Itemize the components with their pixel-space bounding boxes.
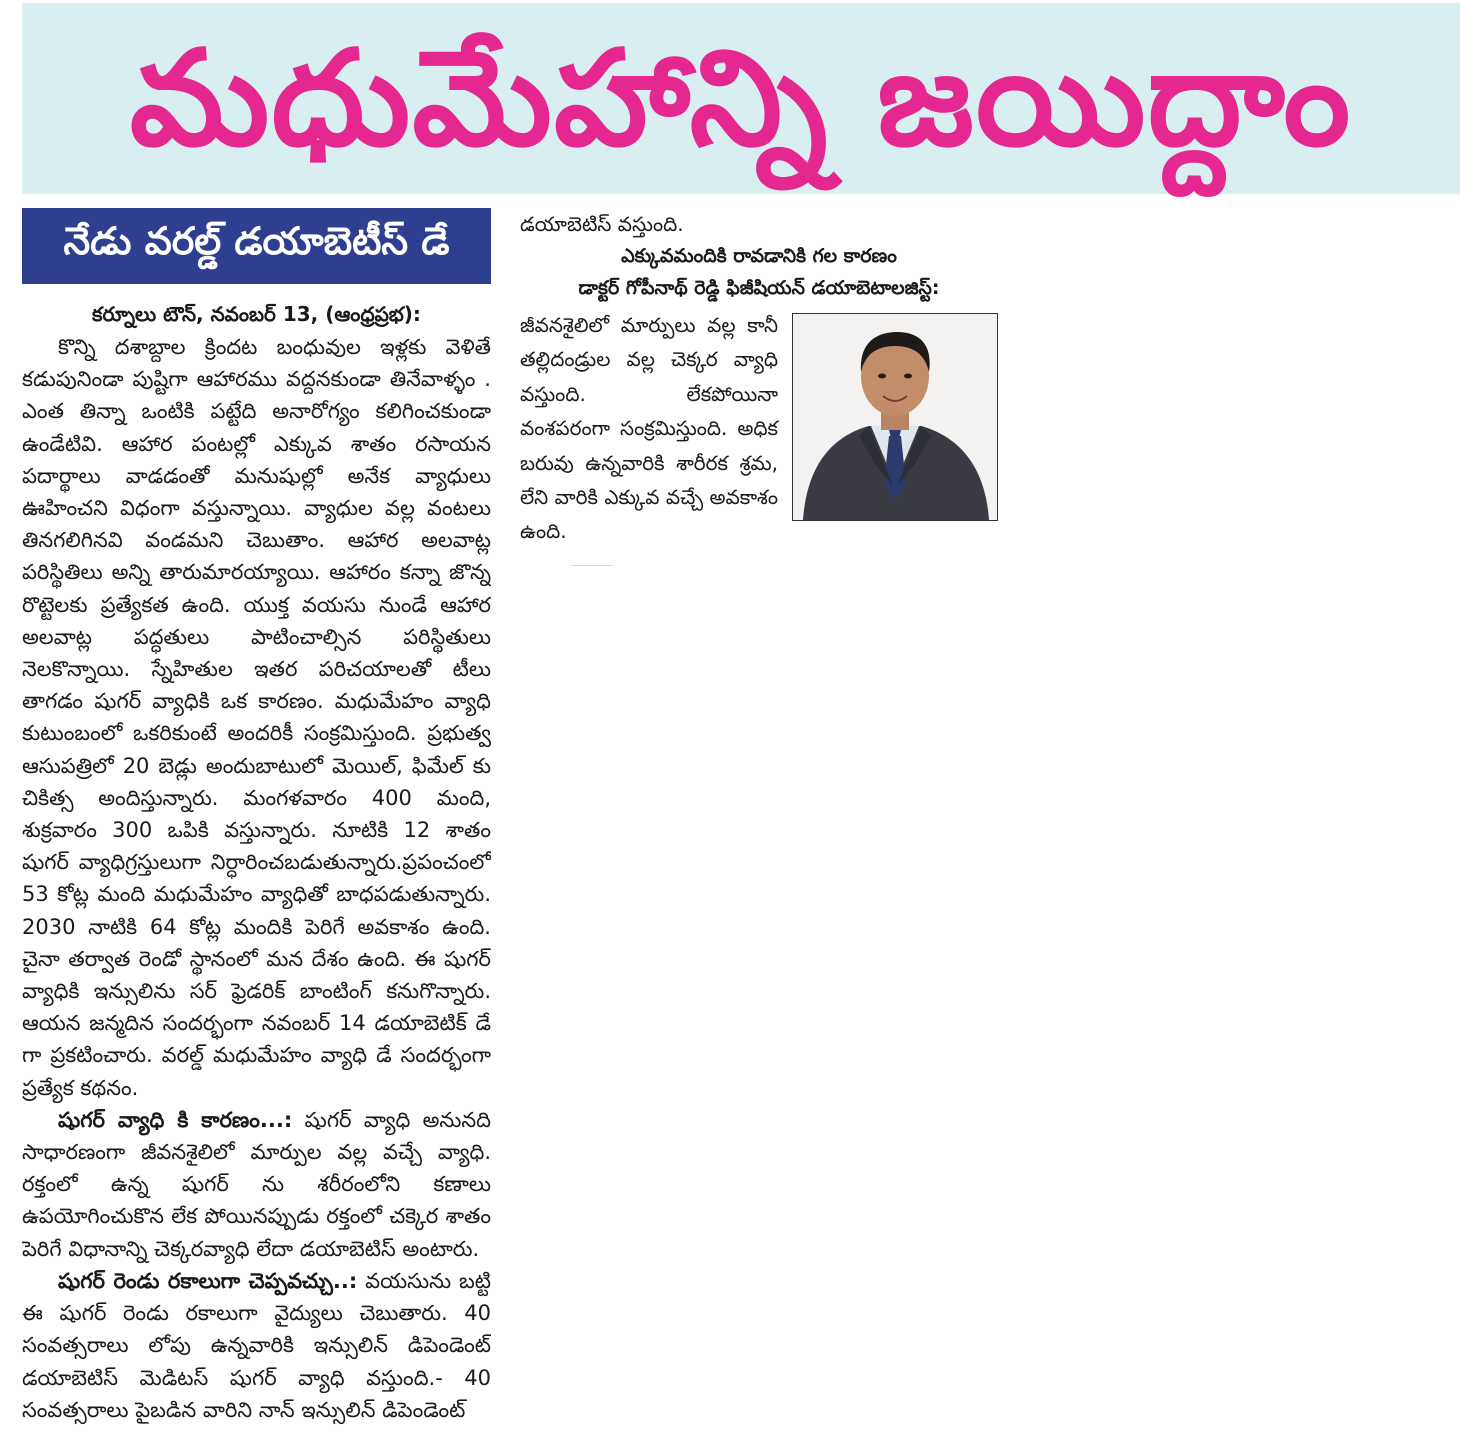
headline-banner [22, 3, 1460, 194]
doctor-portrait-image [793, 314, 997, 520]
section-cause-heading: షుగర్ వ్యాధి కి కారణం...: [58, 1107, 293, 1132]
doctor-photo [792, 313, 998, 521]
section-types [22, 1265, 491, 1426]
subheadline-box [22, 208, 491, 284]
headline: మధుమేహాన్ని జయిద్దాం [129, 21, 1353, 176]
right-column [520, 208, 998, 568]
main-paragraph: కొన్ని దశాబ్దాల క్రిందట బంధువుల ఇళ్లకు వెళితే కడుపునిండా పుష్టిగా ఆహారము వద్దనకుండా తినేవాళ్ళం . ఎంత తిన్నా ఒంటికి పట్టేది అనారోగ్యం కలిగించకుండా ఉండేటివి. ఆహార పంటల్లో ఎక్కువ శాతం రసాయన పదార్థాలు వాడడంతో మనుషుల్లో అనేక వ్యాధులు ఊహించని విధంగా వస్తున్నాయి. వ్యాధుల వల్ల వంటలు తినగలిగినవి వండమని చెబుతాం. ఆహార అలవాట్ల పరిస్థితిలు అన్ని తారుమారయ్యాయి. ఆహారం కన్నా జొన్న రొట్టెలకు ప్రత్యేకత ఉంది. యుక్త వయసు నుండే ఆహార అలవాట్ల పద్ధతులు పాటించాల్సిన పరిస్థితులు నెలకొన్నాయి. స్నేహితుల ఇతర పరిచయాలతో టీలు తాగడం షుగర్ వ్యాధికి ఒక కారణం. మధుమేహం వ్యాధి కుటుంబంలో ఒకరికుంటే అందరికీ సంక్రమిస్తుంది. ప్రభుత్వ ఆసుపత్రిలో 20 బెడ్లు అందుబాటులో మెయిల్, ఫిమేల్ కు చికిత్స అందిస్తున్నారు. మంగళవారం 400 మంది, శుక్రవారం 300 ఒపికి వస్తున్నారు. నూటికి 12 శాతం షుగర్ వ్యాధిగ్రస్తులుగా నిర్ధారించబడుతున్నారు.ప్రపంచంలో 53 కోట్ల మంది మధుమేహం వ్యాధితో బాధపడుతున్నారు. 2030 నాటికి 64 కోట్ల మందికి పెరిగే అవకాశం ఉంది. చైనా తర్వాత రెండో స్థానంలో మన దేశం ఉంది. ఈ షుగర్ వ్యాధికి ఇన్సులిను సర్ ఫ్రెడరిక్ బాంటింగ్ కనుగొన్నారు. ఆయన జన్మదిన సందర్భంగా నవంబర్ 14 డయాబెటిక్ డే గా ప్రకటించారు. వరల్డ్ మధుమేహం వ్యాధి డే సందర్భంగా ప్రత్యేక కథనం. [22, 335, 491, 1100]
left-column [22, 297, 491, 1437]
doctor-quote: జీవనశైలిలో మార్పులు వల్ల కానీ తల్లిదండ్రుల వల్ల చెక్కర వ్యాధి వస్తుంది. లేకపోయినా వంశపరంగా సంక్రమిస్తుంది. అధిక బరువు ఉన్నవారికి శారీరక శ్రమ, లేని వారికి ఎక్కువ వచ్చే అవకాశం ఉంది. [520, 313, 778, 544]
subheadline: నేడు వరల్డ్ డయాబెటీస్ డే [63, 219, 450, 263]
doctor-heading-line1: ఎక్కువమందికి రావడానికి గల కారణం [621, 245, 897, 267]
doctor-heading-line2: డాక్టర్ గోపీనాథ్ రెడ్డి ఫిజీషియన్ డయాబెటాలజిస్ట్: [578, 277, 940, 299]
section-types-heading: షుగర్ రెండు రకాలుగా చెప్పవచ్చు..: [58, 1268, 358, 1293]
section-cause-text: షుగర్ వ్యాధి అనునది సాధారణంగా జీవనశైలిలో మార్పుల వల్ల వచ్చే వ్యాధి. రక్తంలో ఉన్న షుగర్ ను శరీరంలోని కణాలు ఉపయోగించుకొన లేక పోయినప్పుడు రక్తంలో చక్కెర శాతం పెరిగే విధానాన్ని చెక్కరవ్యాధి లేదా డయాబెటిస్ అంటారు. [22, 1107, 491, 1261]
section-types-text: వయసును బట్టి ఈ షుగర్ రెండు రకాలుగా వైద్యులు చెబుతారు. 40 సంవత్సరాలు లోపు ఉన్నవారికి ఇన్సులిన్ డిపెండెంట్ డయాబెటిస్ మెడిటస్ షుగర్ వ్యాధి వస్తుంది.- 40 సంవత్సరాలు పైబడిన వారిని నాన్ ఇన్సులిన్ డిపెండెంట్ [22, 1268, 491, 1422]
section-cause [22, 1104, 491, 1265]
divider [572, 565, 612, 566]
dateline: కర్నూలు టౌన్, నవంబర్ 13, (ఆంధ్రప్రభ): [92, 302, 421, 326]
continuation-text: డయాబెటిస్ వస్తుంది. [520, 212, 684, 236]
